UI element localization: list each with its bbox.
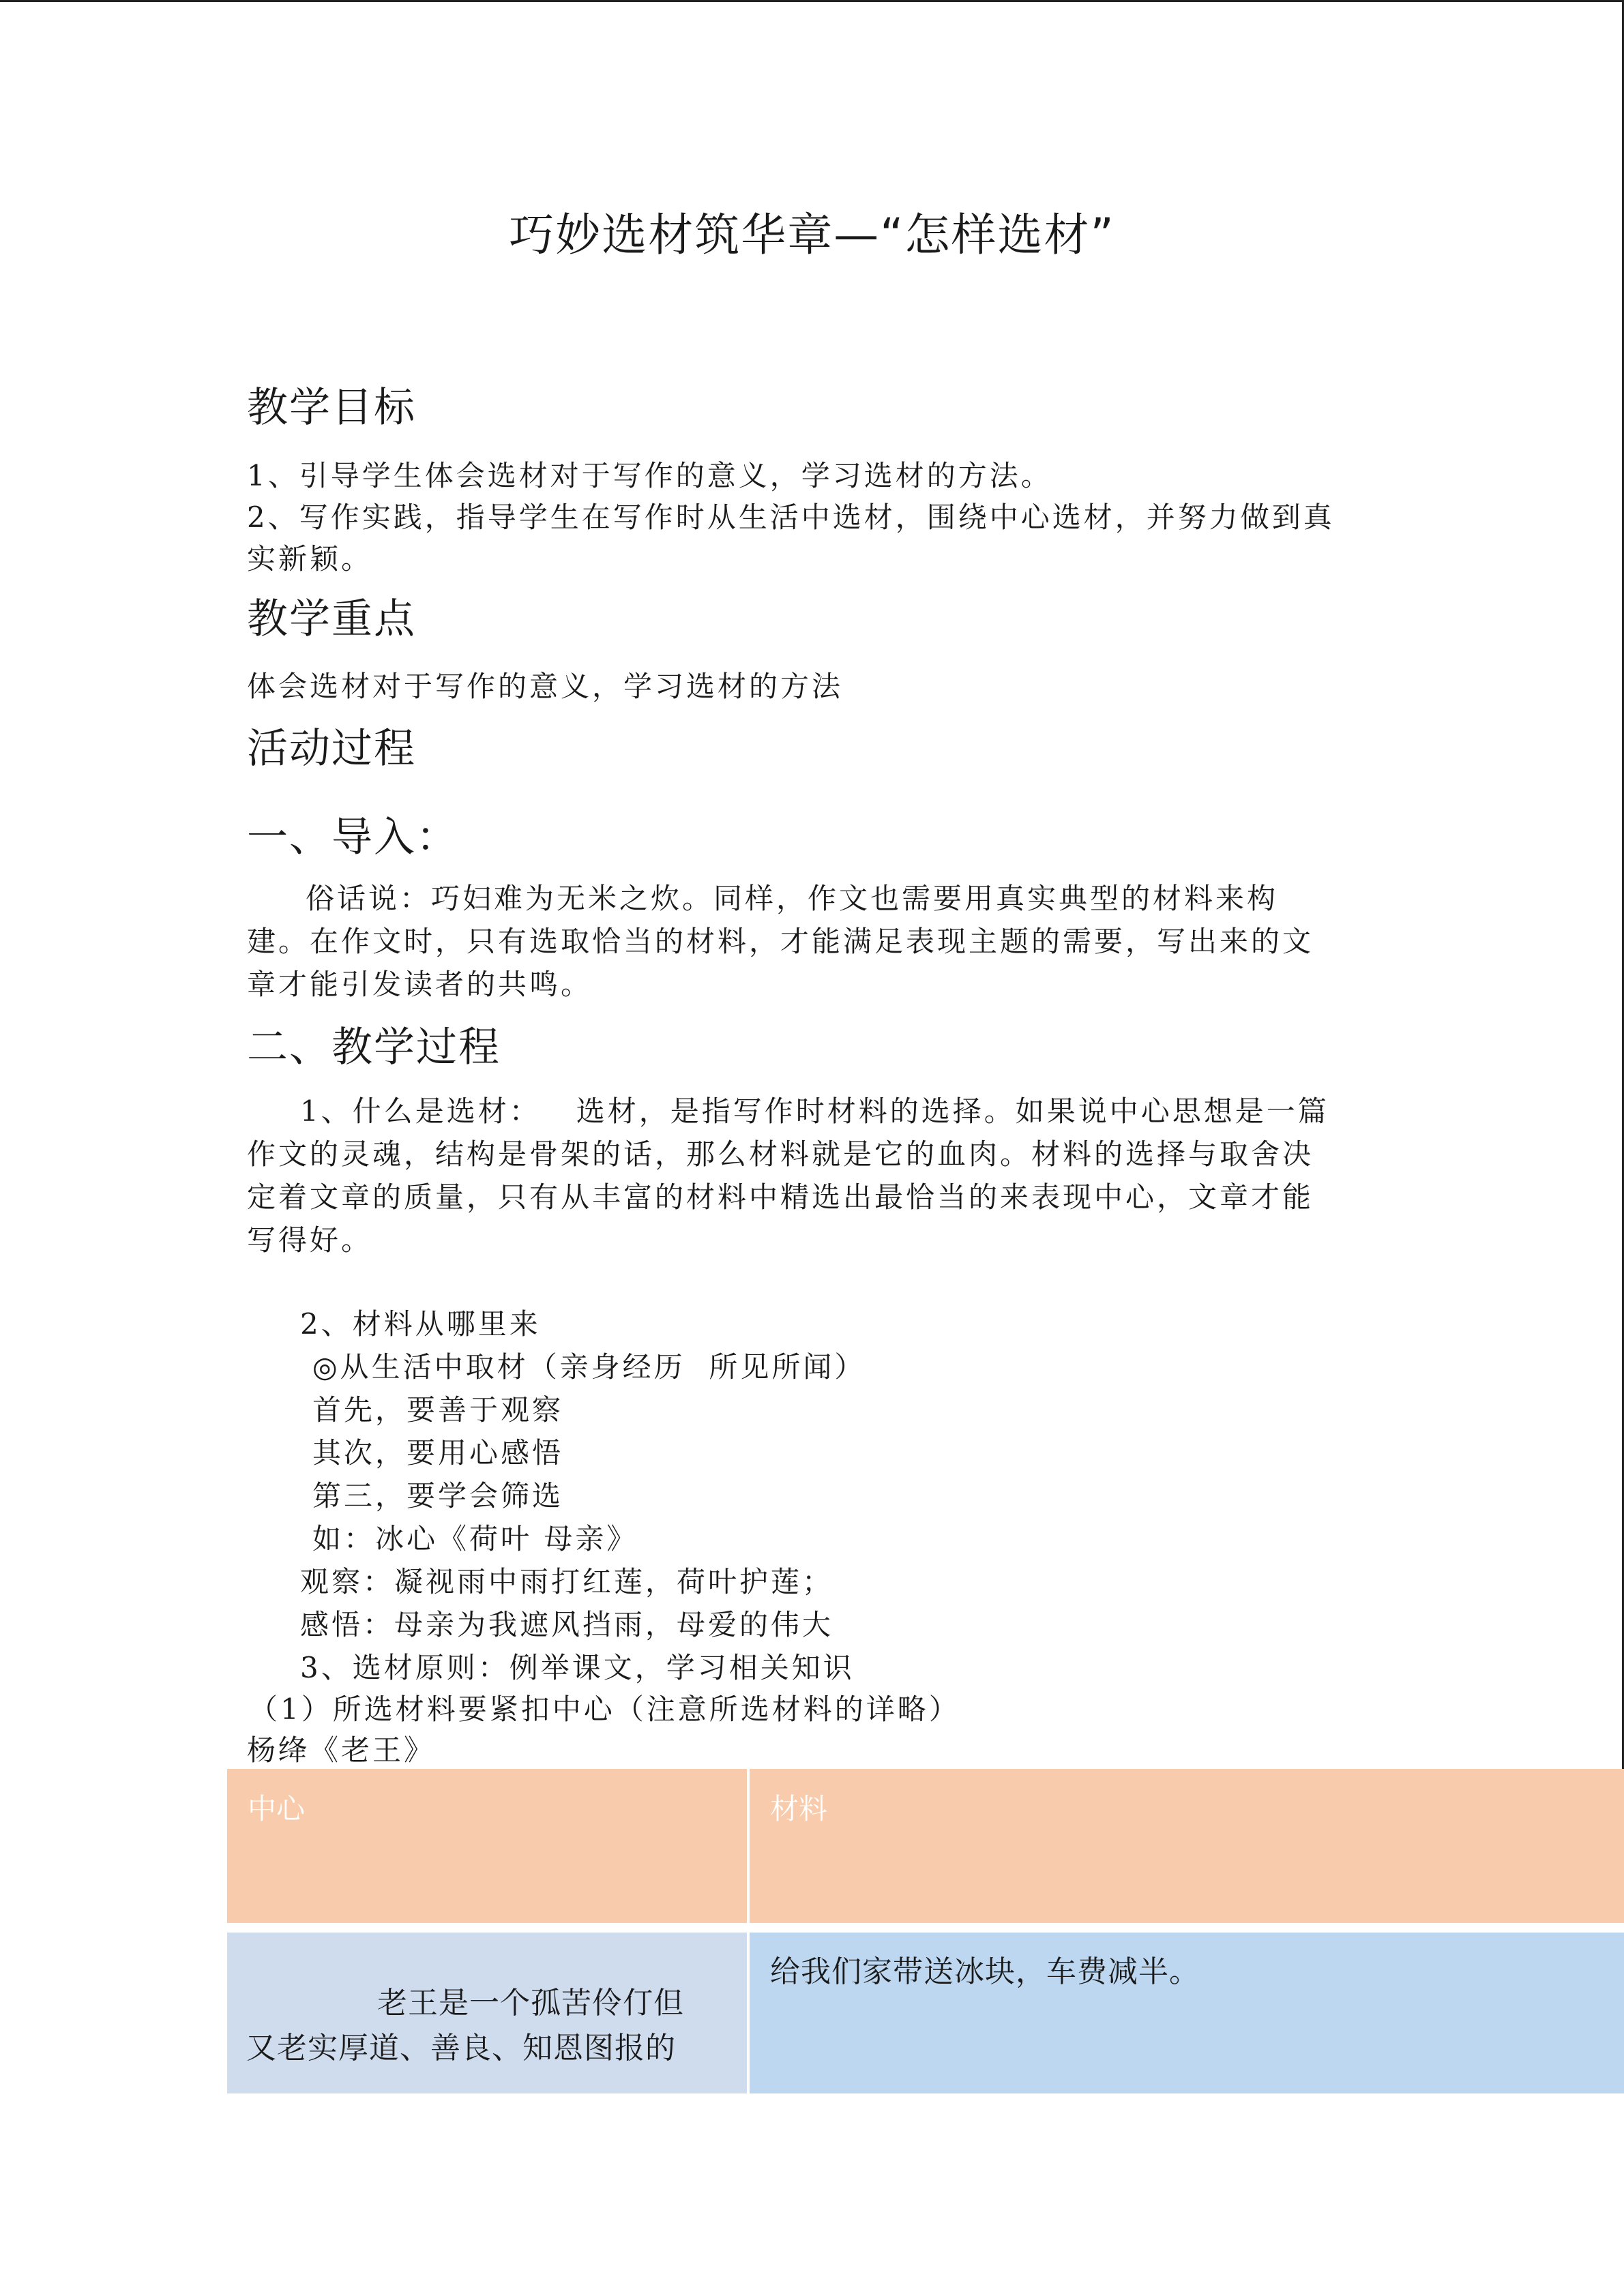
source-observation: 观察：凝视雨中雨打红莲，荷叶护莲； (300, 1565, 834, 1598)
table-cell-material-text: 给我们家带送冰块，车费减半。 (770, 1954, 1200, 1989)
goals-item-1: 1、引导学生体会选材对于写作的意义，学习选材的方法。 (247, 459, 1052, 492)
what-is-selection-line-1: 1、什么是选材： 选材，是指写作时材料的选择。如果说中心思想是一篇 (300, 1094, 1329, 1128)
goals-heading: 教学目标 (247, 384, 416, 432)
table-header-center: 中心 (227, 1769, 747, 1923)
principle-source: 杨绛《老王》 (247, 1733, 436, 1767)
table-cell-center-line-2: 又老实厚道、善良、知恩图报的 (246, 2031, 676, 2066)
intro-heading: 一、导入： (247, 814, 458, 861)
example-table (227, 1769, 1624, 2093)
intro-para-line-1: 俗话说：巧妇难为无米之炊。同样，作文也需要用真实典型的材料来构 (306, 882, 1279, 915)
key-heading: 教学重点 (247, 595, 416, 643)
goals-item-2: 2、写作实践，指导学生在写作时从生活中选材，围绕中心选材，并努力做到真 (247, 501, 1335, 534)
principle-title: 3、选材原则：例举课文，学习相关知识 (300, 1651, 855, 1684)
table-cell-center (227, 1933, 747, 2093)
principle-item-1: （1）所选材料要紧扣中心（注意所选材料的详略） (249, 1693, 960, 1726)
intro-para-line-2: 建。在作文时，只有选取恰当的材料，才能满足表现主题的需要，写出来的文 (247, 925, 1314, 958)
source-item-observe: 首先，要善于观察 (312, 1393, 564, 1427)
key-text: 体会选材对于写作的意义，学习选材的方法 (247, 670, 844, 703)
source-item-life: ◎从生活中取材（亲身经历 所见所闻） (312, 1350, 866, 1384)
activity-heading: 活动过程 (247, 725, 416, 773)
table-cell-center-line-1: 老王是一个孤苦伶仃但 (377, 1986, 684, 2021)
intro-para-line-3: 章才能引发读者的共鸣。 (247, 968, 593, 1001)
source-item-filter: 第三，要学会筛选 (312, 1479, 564, 1512)
page-top-border (0, 0, 1624, 2)
process-heading: 二、教学过程 (247, 1024, 501, 1071)
goals-item-2-cont: 实新颖。 (247, 542, 373, 576)
table-cell-material (750, 1933, 1624, 2093)
source-insight: 感悟：母亲为我遮风挡雨，母爱的伟大 (300, 1608, 834, 1641)
source-item-feel: 其次，要用心感悟 (312, 1436, 564, 1470)
document-title: 巧妙选材筑华章—“怎样选材” (509, 209, 1115, 261)
what-is-selection-line-4: 写得好。 (247, 1223, 373, 1257)
what-is-selection-line-2: 作文的灵魂，结构是骨架的话，那么材料就是它的血肉。材料的选择与取舍决 (247, 1137, 1314, 1171)
source-example: 如：冰心《荷叶 母亲》 (312, 1522, 638, 1555)
source-title: 2、材料从哪里来 (300, 1307, 541, 1341)
what-is-selection-line-3: 定着文章的质量，只有从丰富的材料中精选出最恰当的来表现中心，文章才能 (247, 1180, 1314, 1214)
table-header-material: 材料 (750, 1769, 1624, 1923)
